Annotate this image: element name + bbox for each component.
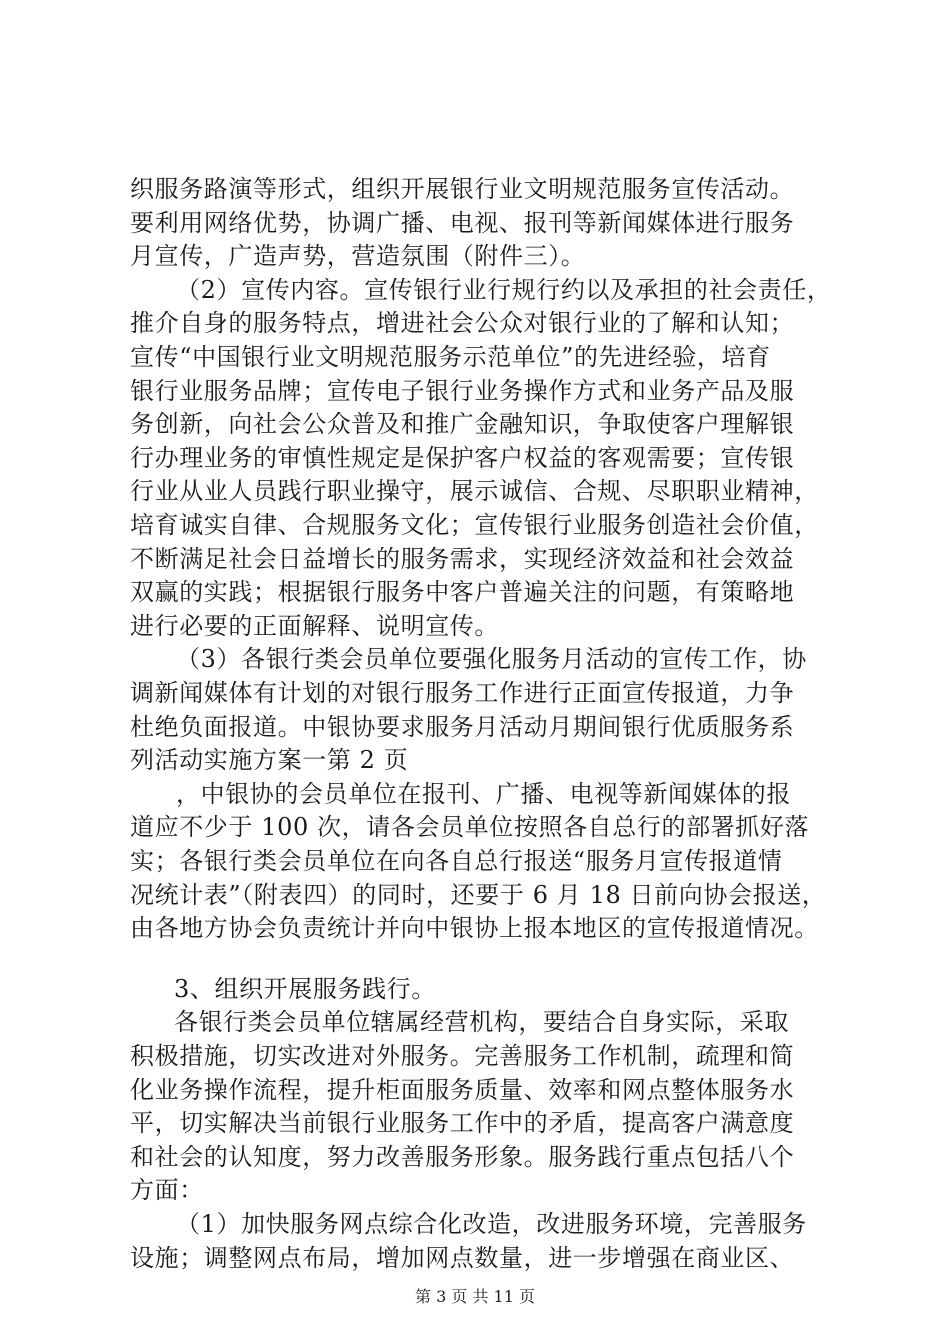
text-line: 进行必要的正面解释、说明宣传。 <box>130 612 499 640</box>
text-line: 列活动实施方案一第 2 页 <box>130 746 409 774</box>
text-line: 调新闻媒体有计划的对银行服务工作进行正面宣传报道，力争 <box>130 679 795 707</box>
text-line: 杜绝负面报道。中银协要求服务月活动月期间银行优质服务系 <box>130 713 795 741</box>
text-line: 培育诚实自律、合规服务文化；宣传银行业服务创造社会价值， <box>130 511 819 539</box>
text-line: 积极措施，切实改进对外服务。完善服务工作机制，疏理和简 <box>130 1042 795 1070</box>
page-number-footer: 第 3 页 共 11 页 <box>415 1287 535 1306</box>
text-line: 不断满足社会日益增长的服务需求，实现经济效益和社会效益 <box>130 545 795 573</box>
text-line: 双赢的实践；根据银行服务中客户普遍关注的问题，有策略地 <box>130 578 795 606</box>
text-line: （2）宣传内容。宣传银行业行规行约以及承担的社会责任， <box>176 276 832 304</box>
text-line: 银行业服务品牌；宣传电子银行业务操作方式和业务产品及服 <box>130 377 795 405</box>
text-line: 化业务操作流程，提升柜面服务质量、效率和网点整体服务水 <box>130 1076 795 1104</box>
text-line: （3）各银行类会员单位要强化服务月活动的宣传工作，协 <box>176 645 807 673</box>
text-line: 和社会的认知度，努力改善服务形象。服务践行重点包括八个 <box>130 1143 795 1171</box>
text-line: 月宣传，广造声势，营造氛围（附件三）。 <box>130 242 586 270</box>
text-line: 推介自身的服务特点，增进社会公众对银行业的了解和认知； <box>130 309 795 337</box>
text-line: ，中银协的会员单位在报刊、广播、电视等新闻媒体的报 <box>176 780 791 808</box>
text-line: 要利用网络优势，协调广播、电视、报刊等新闻媒体进行服务 <box>130 209 795 237</box>
text-line: 道应不少于 100 次，请各会员单位按照各自总行的部署抓好落 <box>130 813 810 841</box>
text-line: 宣传“中国银行业文明规范服务示范单位”的先进经验，培育 <box>130 343 771 371</box>
section-heading: 3、组织开展服务践行。 <box>174 975 436 1003</box>
text-line: 各银行类会员单位辖属经营机构，要结合自身实际，采取 <box>174 1008 789 1036</box>
text-line: 方面： <box>130 1176 204 1204</box>
text-line: 实；各银行类会员单位在向各自总行报送“服务月宣传报道情 <box>130 847 783 875</box>
text-line: 平，切实解决当前银行业服务工作中的矛盾，提高客户满意度 <box>130 1109 795 1137</box>
text-line: （1）加快服务网点综合化改造，改进服务环境，完善服务 <box>176 1210 807 1238</box>
text-line: 行办理业务的审慎性规定是保护客户权益的客观需要；宣传银 <box>130 444 795 472</box>
text-line: 织服务路演等形式，组织开展银行业文明规范服务宣传活动。 <box>130 175 795 203</box>
text-line: 务创新，向社会公众普及和推广金融知识，争取使客户理解银 <box>130 410 795 438</box>
text-line: 行业从业人员践行职业操守，展示诚信、合规、尽职职业精神， <box>130 477 819 505</box>
text-line: 设施；调整网点布局，增加网点数量，进一步增强在商业区、 <box>130 1244 795 1272</box>
text-line: 由各地方协会负责统计并向中银协上报本地区的宣传报道情况。 <box>130 914 819 942</box>
text-line: 况统计表”（附表四）的同时，还要于 6 月 18 日前向协会报送， <box>130 881 827 909</box>
